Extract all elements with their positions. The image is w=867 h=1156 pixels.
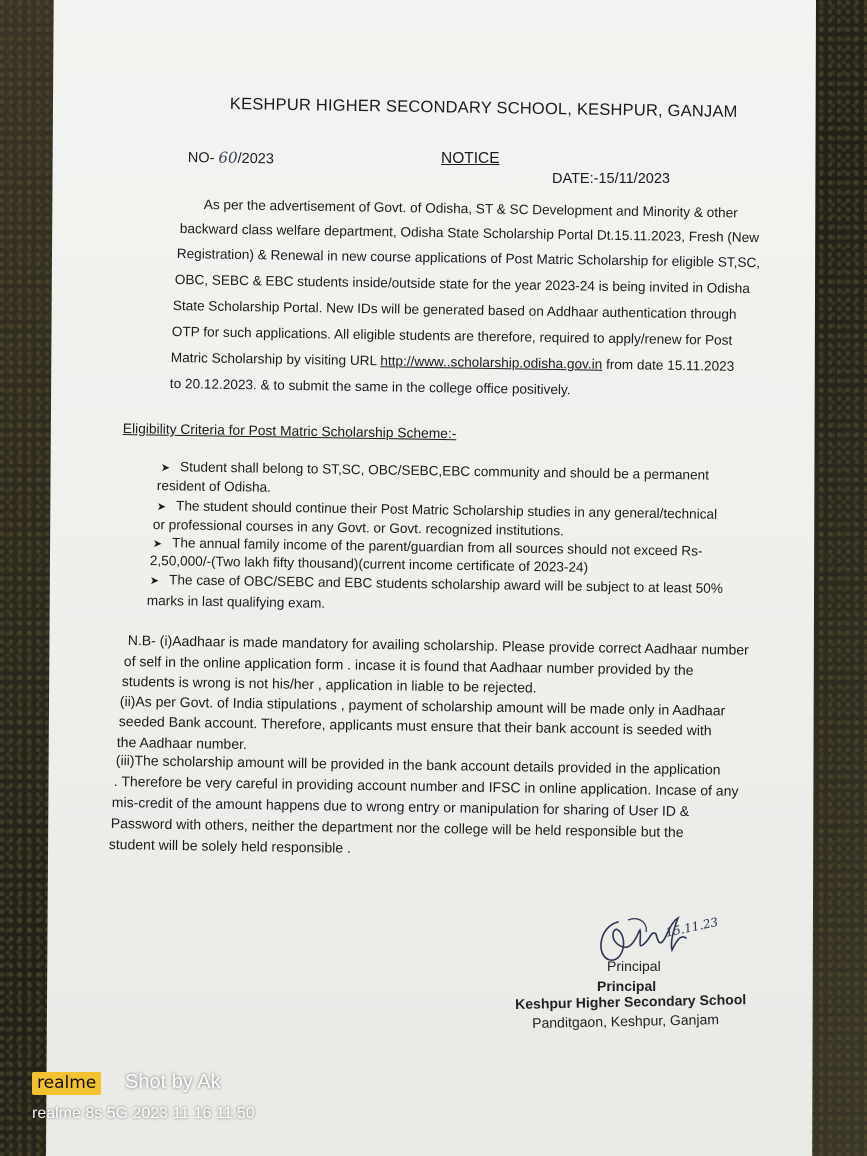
bullet-arrow-icon: ➤ [149, 574, 160, 588]
scholarship-portal-link[interactable]: http://www..scholarship.odisha.gov.in [380, 353, 603, 372]
notice-number-suffix: /2023 [237, 150, 274, 168]
nb-line: (ii)As per Govt. of India stipulations , payment of scholarship amount will be made only in Aadhaar [119, 693, 726, 719]
nb-line: seeded Bank account. Therefore, applicants must ensure that their bank account is seeded with [118, 713, 712, 739]
school-title: KESHPUR HIGHER SECONDARY SCHOOL, KESHPUR, GANJAM [229, 95, 738, 121]
nb-line: of self in the online application form . incase it is found that Aadhaar number provided by the [123, 653, 694, 678]
nb-line: mis-credit of the amount happens due to wrong entry or manipulation for sharing of User ID & [111, 794, 690, 820]
stamp-address: Panditgaon, Keshpur, Ganjam [532, 1011, 720, 1031]
intro-line: State Scholarship Portal. New IDs will be generated based on Addhaar authentication through [172, 297, 737, 322]
intro-line: As per the advertisement of Govt. of Odisha, ST & SC Development and Minority & other [203, 196, 738, 221]
criterion-text: The annual family income of the parent/guardian from all sources should not exceed Rs- [171, 535, 703, 559]
bullet-arrow-icon: ➤ [152, 537, 163, 551]
nb-line: student will be solely held responsible . [108, 836, 352, 856]
nb-line: (iii)The scholarship amount will be provided in the bank account details provided in the application [115, 752, 721, 778]
notice-number [188, 149, 274, 168]
criterion-continuation: 2,50,000/-(Two lakh fifty thousand)(current income certificate of 2023-24) [149, 552, 589, 575]
stamp-principal: Principal [597, 978, 657, 994]
nb-line: the Aadhaar number. [116, 734, 247, 753]
intro-line: backward class welfare department, Odisha State Scholarship Portal Dt.15.11.2023, Fresh (New [179, 220, 760, 246]
nb-line: students is wrong is not his/her , application in liable to be rejected. [121, 673, 537, 696]
criterion-text: The student should continue their Post Matric Scholarship studies in any general/technical [175, 498, 718, 522]
criterion-continuation: resident of Odisha. [156, 477, 272, 495]
criterion-text: The case of OBC/SEBC and EBC students scholarship award will be subject to at least 50% [168, 572, 723, 596]
intro-line: OBC, SEBC & EBC students inside/outside state for the year 2023-24 is being invited in Odisha [174, 271, 750, 297]
notice-date: DATE:-15/11/2023 [552, 171, 670, 187]
bullet-arrow-icon: ➤ [156, 500, 167, 514]
eligibility-heading: Eligibility Criteria for Post Matric Scholarship Scheme:- [122, 420, 457, 442]
intro-line [171, 349, 735, 375]
nb-line: . Therefore be very careful in providing account number and IFSC in online application. Incase of any [113, 773, 739, 799]
nb-line: Password with others, neither the department nor the college will be held responsible but the [110, 815, 684, 840]
criterion-continuation: marks in last qualifying exam. [146, 592, 326, 611]
camera-device-timestamp: realme 8s 5G 2023 11 16 11:50 [32, 1105, 255, 1122]
intro-line: to 20.12.2023. & to submit the same in the college office positively. [169, 375, 571, 398]
notice-number-handwritten: 60 [218, 148, 238, 167]
camera-brand-badge: realme [32, 1072, 101, 1095]
bullet-arrow-icon: ➤ [160, 461, 171, 475]
intro-line-text: from date 15.11.2023 [602, 356, 735, 374]
criterion-continuation: or professional courses in any Govt. or Govt. recognized institutions. [152, 516, 564, 539]
notice-heading: NOTICE [441, 150, 500, 167]
signature-date-handwritten: 15.11.23 [664, 914, 720, 940]
notice-number-prefix: NO- [187, 149, 215, 167]
intro-line: Registration) & Renewal in new course applications of Post Matric Scholarship for eligible ST,SC, [176, 245, 761, 271]
stamp-school: Keshpur Higher Secondary School [515, 991, 747, 1012]
camera-shot-by: Shot by Ak [125, 1071, 221, 1093]
criterion-text: Student shall belong to ST,SC, OBC/SEBC,EBC community and should be a permanent [179, 459, 710, 483]
intro-line: OTP for such applications. All eligible students are therefore, required to apply/renew for Post [171, 323, 733, 348]
principal-typed: Principal [607, 958, 661, 974]
intro-line-text: Matric Scholarship by visiting URL [170, 349, 381, 369]
nb-line: N.B- (i)Aadhaar is made mandatory for availing scholarship. Please provide correct Aadhaar number [127, 632, 749, 658]
